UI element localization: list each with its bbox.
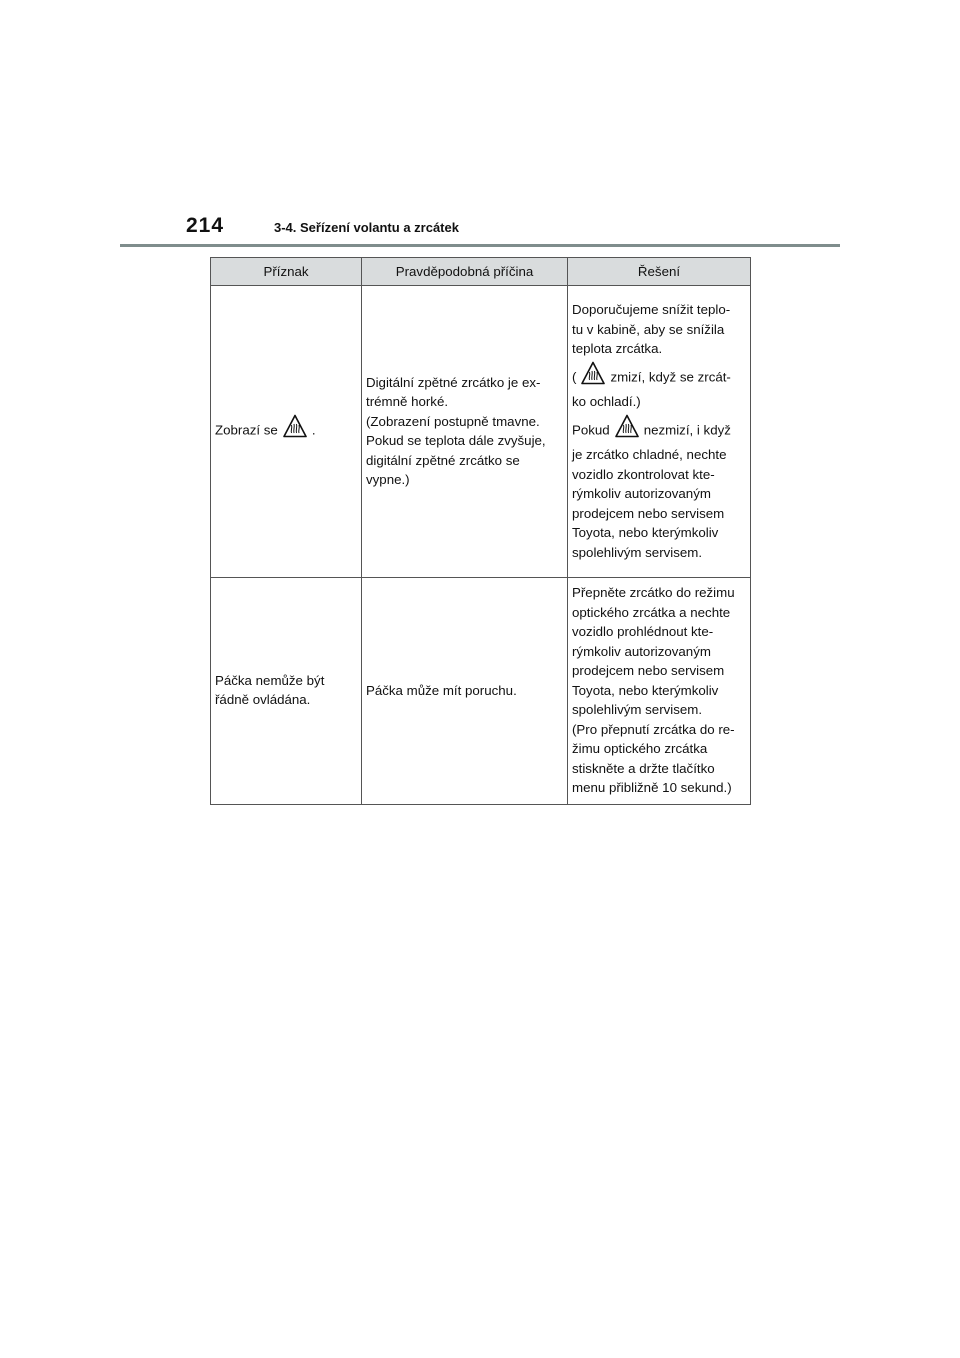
column-header-cause: Pravděpodobná příčina [362, 258, 568, 286]
solution-line: žimu optického zrcátka [572, 741, 708, 756]
table-row [211, 578, 751, 805]
hot-mirror-warning-icon [283, 414, 307, 444]
solution-text: Pokud [572, 421, 610, 437]
row1-cause [362, 286, 568, 578]
section-title: 3-4. Seřízení volantu a zrcátek [274, 220, 459, 235]
table-header-row [211, 258, 751, 286]
solution-line: Toyota, nebo kterýmkoliv [572, 525, 719, 540]
column-header-solution: Řešení [568, 258, 751, 286]
solution-line: rýmkoliv autorizovaným [572, 643, 711, 659]
solution-line: vozidlo prohlédnout kte- [572, 624, 714, 639]
solution-line: optického zrcátka a nechte [572, 604, 731, 620]
solution-line: menu přibližně 10 sekund.) [572, 780, 732, 795]
solution-line: Doporučujeme snížit teplo- [572, 302, 731, 317]
solution-line: spolehlivým servisem. [572, 702, 703, 717]
solution-line: vozidlo zkontrolovat kte- [572, 466, 715, 482]
solution-line: prodejcem nebo servisem [572, 663, 725, 678]
cause-line: (Zobrazení postupně tmavne. [366, 413, 540, 429]
page-number: 214 [186, 214, 225, 237]
row1-symptom-period: . [311, 422, 316, 438]
row1-solution [568, 286, 751, 578]
hot-mirror-warning-icon [615, 414, 639, 444]
row1-symptom-text: Zobrazí se [215, 422, 278, 438]
solution-text: zmizí, když se zrcát- [610, 368, 731, 384]
solution-icon-line [572, 416, 746, 446]
cause-line: vypne.) [366, 472, 410, 487]
cause-line: Digitální zpětné zrcátko je ex- [366, 374, 541, 390]
solution-line: spolehlivým servisem. [572, 544, 703, 560]
cause-line: Páčka může mít poruchu. [366, 682, 517, 698]
symptom-line: Páčka nemůže být [215, 672, 325, 688]
table-row [211, 286, 751, 578]
row2-symptom [211, 578, 362, 805]
solution-line: tu v kabině, aby se snížila [572, 321, 725, 337]
row1-symptom [211, 286, 362, 578]
solution-line: stiskněte a držte tlačítko [572, 760, 715, 776]
row2-solution [568, 578, 751, 805]
cause-line: Pokud se teplota dále zvyšuje, [366, 433, 546, 448]
cause-line: trémně horké. [366, 394, 449, 409]
troubleshooting-table [210, 257, 751, 805]
solution-line: Přepněte zrcátko do režimu [572, 585, 735, 600]
solution-line: (Pro přepnutí zrcátka do re- [572, 721, 735, 737]
solution-line: teplota zrcátka. [572, 341, 663, 356]
solution-line: prodejcem nebo servisem [572, 505, 725, 521]
solution-line: ko ochladí.) [572, 394, 641, 409]
symptom-line: řádně ovládána. [215, 692, 311, 708]
row2-cause [362, 578, 568, 805]
cause-line: digitální zpětné zrcátko se [366, 452, 520, 468]
column-header-symptom: Příznak [211, 258, 362, 286]
hot-mirror-warning-icon [581, 361, 605, 391]
header-divider [120, 244, 840, 247]
solution-icon-line [572, 363, 746, 393]
solution-line: Toyota, nebo kterýmkoliv [572, 682, 719, 698]
solution-line: rýmkoliv autorizovaným [572, 486, 711, 501]
open-paren: ( [572, 368, 577, 384]
solution-text: nezmizí, i když [643, 421, 731, 437]
solution-line: je zrcátko chladné, nechte [572, 447, 727, 462]
